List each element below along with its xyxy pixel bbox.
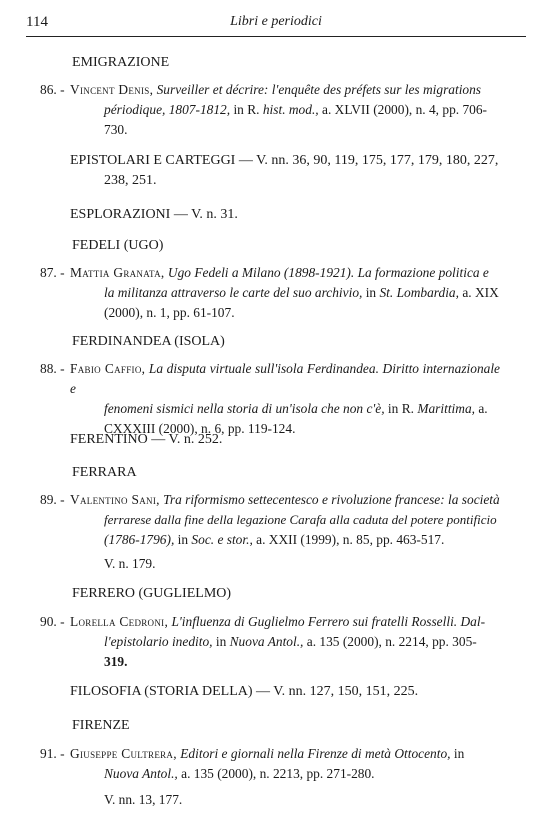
bibliography-entry xyxy=(0,490,550,552)
section-heading: FEDELI (UGO) xyxy=(72,238,164,253)
entry-author: Valentino Sani, xyxy=(70,492,160,507)
entry-journal: St. Lombardia, xyxy=(379,285,459,300)
entry-in: in xyxy=(174,532,192,547)
page-number: 114 xyxy=(26,14,48,30)
entry-details-cont: 730. xyxy=(104,122,128,137)
entry-title: L'influenza di Guglielmo Ferrero sui fratelli Rosselli. Dal- xyxy=(171,614,486,629)
entry-title-end: (1786-1796), xyxy=(104,532,175,547)
xref-line: EPISTOLARI E CARTEGGI — V. nn. 36, 90, 119, 175, 177, 179, 180, 227, xyxy=(70,153,499,168)
see-also: V. nn. 13, 177. xyxy=(104,792,183,807)
entry-title-cont: la militanza attraverso le carte del suo archivio, xyxy=(104,285,363,300)
section-heading: EMIGRAZIONE xyxy=(72,55,170,70)
entry-title: Surveiller et décrire: l'enquête des préfets sur les migrations xyxy=(156,82,482,97)
section-heading: FERRARA xyxy=(72,465,137,480)
cross-reference: FILOSOFIA (STORIA DELLA) — V. nn. 127, 150, 151, 225. xyxy=(70,684,419,699)
entry-journal: Soc. e stor., xyxy=(191,532,253,547)
running-head xyxy=(26,14,526,37)
entry-details-cont: CXXXIII (2000), n. 6, pp. 119-124. xyxy=(104,421,296,436)
entry-title: Editori e giornali nella Firenze di metà Ottocento, xyxy=(180,746,451,761)
entry-body xyxy=(70,263,500,323)
entry-number: 89. - xyxy=(40,492,65,507)
entry-title-cont: périodique, 1807-1812, xyxy=(104,102,231,117)
section-heading: FERRERO (GUGLIELMO) xyxy=(72,586,232,601)
entry-details: a. 135 (2000), n. 2213, pp. 271-280. xyxy=(177,766,375,781)
entry-journal: Nuova Antol., xyxy=(229,634,304,649)
entry-journal: Marittima, xyxy=(417,401,475,416)
entry-author: Fabio Caffio, xyxy=(70,361,146,376)
cross-reference: ESPLORAZIONI — V. n. 31. xyxy=(70,207,238,222)
entry-number: 91. - xyxy=(40,746,65,761)
entry-details: a. xyxy=(474,401,488,416)
see-also: V. n. 179. xyxy=(104,556,156,571)
running-title: Libri e periodici xyxy=(230,14,322,29)
entry-details-cont: (2000), n. 1, pp. 61-107. xyxy=(104,305,235,320)
entry-in: in xyxy=(212,634,230,649)
bibliography-entry xyxy=(0,359,550,436)
entry-journal: Nuova Antol., xyxy=(104,766,178,781)
entry-author: Lorella Cedroni, xyxy=(70,614,169,629)
entry-title: La disputa virtuale sull'isola Ferdinandea. Diritto internazionale e xyxy=(70,361,500,396)
entry-body xyxy=(70,80,500,140)
entry-body xyxy=(70,744,500,784)
entry-title-cont: fenomeni sismici nella storia di un'isola che non c'è, xyxy=(104,401,385,416)
cross-reference: FERENTINO — V. n. 252. xyxy=(70,432,223,447)
entry-title-cont: ferrarese dalla fine della legazione Carafa alla caduta del potere pontificio xyxy=(104,512,497,527)
bibliography-entry xyxy=(0,744,550,786)
entry-number: 88. - xyxy=(40,361,65,376)
entry-in: in xyxy=(362,285,380,300)
section-heading: FIRENZE xyxy=(72,718,130,733)
xref-line-cont: 238, 251. xyxy=(104,173,157,188)
bibliography-entry xyxy=(0,612,550,674)
entry-in: in xyxy=(450,746,465,761)
entry-details: a. XLVII (2000), n. 4, pp. 706- xyxy=(318,102,488,117)
section-heading: FERDINANDEA (ISOLA) xyxy=(72,334,225,349)
entry-body xyxy=(70,612,500,672)
entry-details: a. XXII (1999), n. 85, pp. 463-517. xyxy=(252,532,445,547)
entry-number: 90. - xyxy=(40,614,65,629)
entry-in: in R. xyxy=(233,102,263,117)
entry-details: a. XIX xyxy=(458,285,499,300)
entry-details-cont: 319. xyxy=(104,654,128,669)
bibliography-entry xyxy=(0,263,550,325)
entry-details: a. 135 (2000), n. 2214, pp. 305- xyxy=(303,634,477,649)
bibliography-entry xyxy=(0,80,550,142)
entry-title: Ugo Fedeli a Milano (1898-1921). La formazione politica e xyxy=(167,265,489,280)
entry-in: in R. xyxy=(384,401,418,416)
entry-author: Vincent Denis, xyxy=(70,82,154,97)
entry-body xyxy=(70,490,500,550)
entry-body xyxy=(70,359,500,439)
entry-number: 87. - xyxy=(40,265,65,280)
entry-title: Tra riformismo settecentesco e rivoluzione francese: la società xyxy=(163,492,500,507)
entry-number: 86. - xyxy=(40,82,65,97)
entry-journal: hist. mod., xyxy=(262,102,319,117)
entry-author: Giuseppe Cultrera, xyxy=(70,746,177,761)
entry-author: Mattia Granata, xyxy=(70,265,165,280)
entry-title-cont: l'epistolario inedito, xyxy=(104,634,213,649)
